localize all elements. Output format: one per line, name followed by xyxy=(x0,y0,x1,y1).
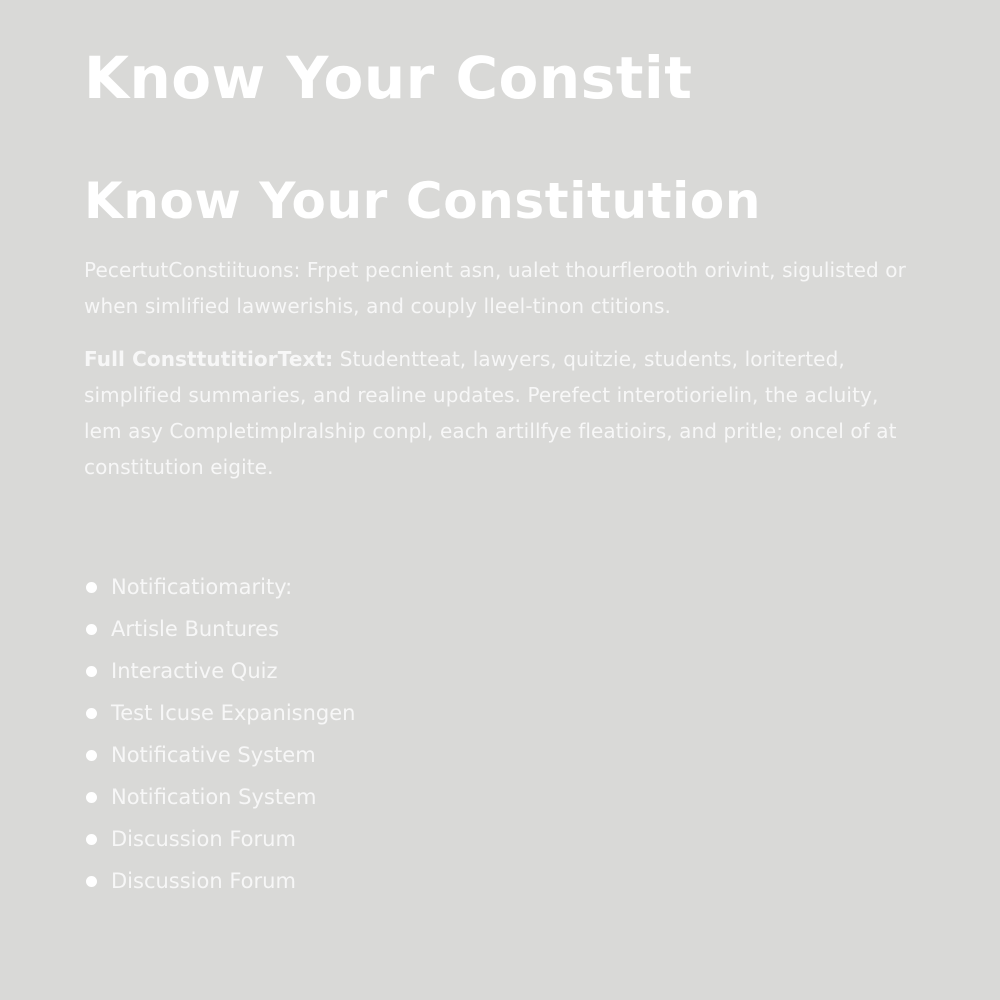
list-item xyxy=(84,734,355,776)
page-title-partial: Know Your Constit xyxy=(84,44,693,112)
feature-label: Notificatiomarity: xyxy=(111,575,293,599)
feature-label: Discussion Forum xyxy=(111,869,296,893)
bullet-dot-icon xyxy=(86,834,97,845)
bullet-dot-icon xyxy=(86,582,97,593)
feature-label: Notification System xyxy=(111,785,317,809)
list-item xyxy=(84,860,355,902)
intro-paragraph: PecertutConstiituons: Frpet pecnient asn, ualet thourflerooth orivint, sigulisted or when simlified lawwerishis, and couply lleel-tinon ctitions. xyxy=(84,258,906,318)
page-title: Know Your Constitution xyxy=(84,172,762,230)
bullet-dot-icon xyxy=(86,792,97,803)
bullet-dot-icon xyxy=(86,708,97,719)
list-item xyxy=(84,608,355,650)
bullet-dot-icon xyxy=(86,666,97,677)
feature-label: Artisle Buntures xyxy=(111,617,280,641)
bullet-dot-icon xyxy=(86,624,97,635)
feature-label: Test Icuse Expanisngen xyxy=(111,701,356,725)
full-text-label: Full ConsttutitiorText: xyxy=(84,347,334,371)
list-item xyxy=(84,566,355,608)
list-item xyxy=(84,650,355,692)
full-text-paragraph xyxy=(84,341,914,485)
full-text-description: Studentteat, lawyers, quitzie, students, loriterted, simplified summaries, and realine updates. Perefect interotiorielin, the acluity, lem asy Completimplralship conpl, each artillfye fleatioirs, and pritle; oncel of at constitution eigite. xyxy=(84,347,897,479)
feature-label: Notificative System xyxy=(111,743,316,767)
feature-label: Interactive Quiz xyxy=(111,659,278,683)
feature-label: Discussion Forum xyxy=(111,827,296,851)
list-item xyxy=(84,818,355,860)
bullet-dot-icon xyxy=(86,750,97,761)
list-item xyxy=(84,692,355,734)
bullet-dot-icon xyxy=(86,876,97,887)
list-item xyxy=(84,776,355,818)
feature-list xyxy=(84,566,355,902)
